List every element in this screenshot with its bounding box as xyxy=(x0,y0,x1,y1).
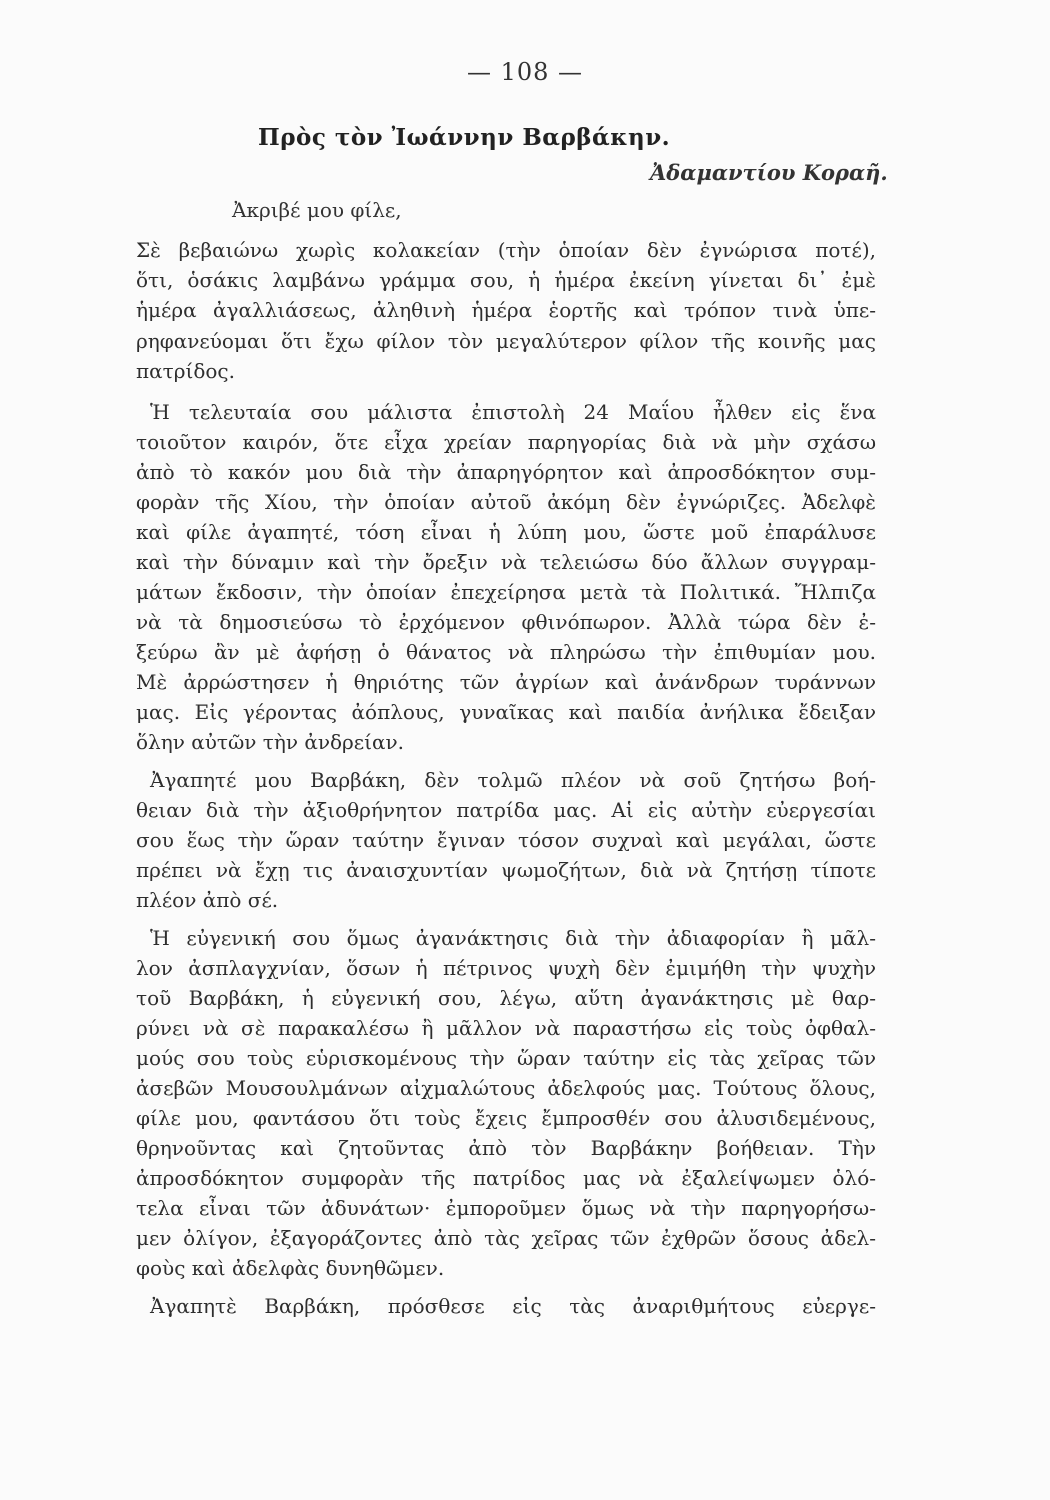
text-line: θρηνοῦντας καὶ ζητοῦντας ἀπὸ τὸν Βαρβάκην βοήθειαν. Τὴν xyxy=(136,1136,876,1160)
text-line: μεν ὀλίγον, ἐξαγοράζοντες ἀπὸ τὰς χεῖρας τῶν ἐχθρῶν ὅσους ἀδελ- xyxy=(136,1226,876,1250)
text-line: φοὺς καὶ ἀδελφὰς δυνηθῶμεν. xyxy=(136,1256,445,1280)
text-line: Ἀγαπητέ μου Βαρβάκη, δὲν τολμῶ πλέον νὰ σοῦ ζητήσω βοή- xyxy=(150,768,876,792)
text-line: τοῦ Βαρβάκη, ἡ εὐγενική σου, λέγω, αὕτη ἀγανάκτησις μὲ θαρ- xyxy=(136,986,876,1010)
text-line: Ἡ εὐγενική σου ὅμως ἀγανάκτησις διὰ τὴν ἀδιαφορίαν ἢ μᾶλ- xyxy=(150,926,876,950)
text-line: μούς σου τοὺς εὑρισκομένους τὴν ὥραν ταύτην εἰς τὰς χεῖρας τῶν xyxy=(136,1046,876,1070)
text-line: καὶ φίλε ἀγαπητέ, τόση εἶναι ἡ λύπη μου, ὥστε μοῦ ἐπαράλυσε xyxy=(136,520,876,544)
text-line: πλέον ἀπὸ σέ. xyxy=(136,888,279,912)
text-line: τελα εἶναι τῶν ἀδυνάτων· ἐμποροῦμεν ὅμως νὰ τὴν παρηγορήσω- xyxy=(136,1196,876,1220)
text-line: μας. Εἰς γέροντας ἀόπλους, γυναῖκας καὶ παιδία ἀνήλικα ἔδειξαν xyxy=(136,700,876,724)
text-line: νὰ τὰ δημοσιεύσω τὸ ἐρχόμενον φθινόπωρον. Ἀλλὰ τώρα δὲν ἐ- xyxy=(136,610,876,634)
text-line: ξεύρω ἂν μὲ ἀφήσῃ ὁ θάνατος νὰ πληρώσω τὴν ἐπιθυμίαν μου. xyxy=(136,640,876,664)
page-number: — 108 — xyxy=(466,58,584,86)
text-line: μάτων ἔκδοσιν, τὴν ὁποίαν ἐπεχείρησα μετὰ τὰ Πολιτικά. Ἤλπιζα xyxy=(136,580,876,604)
text-line: ρύνει νὰ σὲ παρακαλέσω ἢ μᾶλλον νὰ παραστήσω εἰς τοὺς ὀφθαλ- xyxy=(136,1016,876,1040)
text-line: θειαν διὰ τὴν ἀξιοθρήνητον πατρίδα μας. Αἱ εἰς αὐτὴν εὐεργεσίαι xyxy=(136,798,876,822)
text-line: τοιοῦτον καιρόν, ὅτε εἶχα χρείαν παρηγορίας διὰ νὰ μὴν σχάσω xyxy=(136,430,876,454)
text-line: Σὲ βεβαιώνω χωρὶς κολακείαν (τὴν ὁποίαν δὲν ἐγνώρισα ποτέ), xyxy=(136,238,876,262)
text-line: ἀσεβῶν Μουσουλμάνων αἰχμαλώτους ἀδελφούς μας. Τούτους ὅλους, xyxy=(136,1076,876,1100)
text-line: φορὰν τῆς Χίου, τὴν ὁποίαν αὐτοῦ ἀκόμη δὲν ἐγνώριζες. Ἀδελφὲ xyxy=(136,490,876,514)
text-line: ἡμέρα ἀγαλλιάσεως, ἀληθινὴ ἡμέρα ἑορτῆς καὶ τρόπον τινὰ ὑπε- xyxy=(136,298,876,322)
letter-greeting: Ἀκριβέ μου φίλε, xyxy=(232,198,402,222)
text-line: ρηφανεύομαι ὅτι ἔχω φίλον τὸν μεγαλύτερον φίλον τῆς κοινῆς μας xyxy=(136,329,876,353)
letter-title: Πρὸς τὸν Ἰωάννην Βαρβάκην. xyxy=(258,124,671,151)
text-line: ὅτι, ὁσάκις λαμβάνω γράμμα σου, ἡ ἡμέρα ἐκείνη γίνεται δι᾽ ἐμὲ xyxy=(136,268,876,292)
text-line: Ἀγαπητὲ Βαρβάκη, πρόσθεσε εἰς τὰς ἀναριθμήτους εὐεργε- xyxy=(150,1294,876,1318)
text-line: φίλε μου, φαντάσου ὅτι τοὺς ἔχεις ἔμπροσθέν σου ἀλυσιδεμένους, xyxy=(136,1106,876,1130)
text-line: πρέπει νὰ ἔχῃ τις ἀναισχυντίαν ψωμοζήτων, διὰ νὰ ζητήσῃ τίποτε xyxy=(136,858,876,882)
text-line: Ἡ τελευταία σου μάλιστα ἐπιστολὴ 24 Μαΐου ἦλθεν εἰς ἕνα xyxy=(150,400,876,424)
text-line: σου ἕως τὴν ὥραν ταύτην ἔγιναν τόσον συχναὶ καὶ μεγάλαι, ὥστε xyxy=(136,828,876,852)
text-line: καὶ τὴν δύναμιν καὶ τὴν ὄρεξιν νὰ τελειώσω δύο ἄλλων συγγραμ- xyxy=(136,550,876,574)
text-line: ὅλην αὐτῶν τὴν ἀνδρείαν. xyxy=(136,730,405,754)
text-line: ἀπὸ τὸ κακόν μου διὰ τὴν ἀπαρηγόρητον καὶ ἀπροσδόκητον συμ- xyxy=(136,460,876,484)
text-line: ἀπροσδόκητον συμφορὰν τῆς πατρίδος μας νὰ ἐξαλείψωμεν ὁλό- xyxy=(136,1166,876,1190)
letter-author: Ἀδαμαντίου Κοραῆ. xyxy=(650,160,888,185)
text-line: Μὲ ἀρρώστησεν ἡ θηριότης τῶν ἀγρίων καὶ ἀνάνδρων τυράννων xyxy=(136,670,876,694)
text-line: λον ἀσπλαγχνίαν, ὅσων ἡ πέτρινος ψυχὴ δὲν ἐμιμήθη τὴν ψυχὴν xyxy=(136,956,876,980)
text-line: πατρίδος. xyxy=(136,359,235,383)
